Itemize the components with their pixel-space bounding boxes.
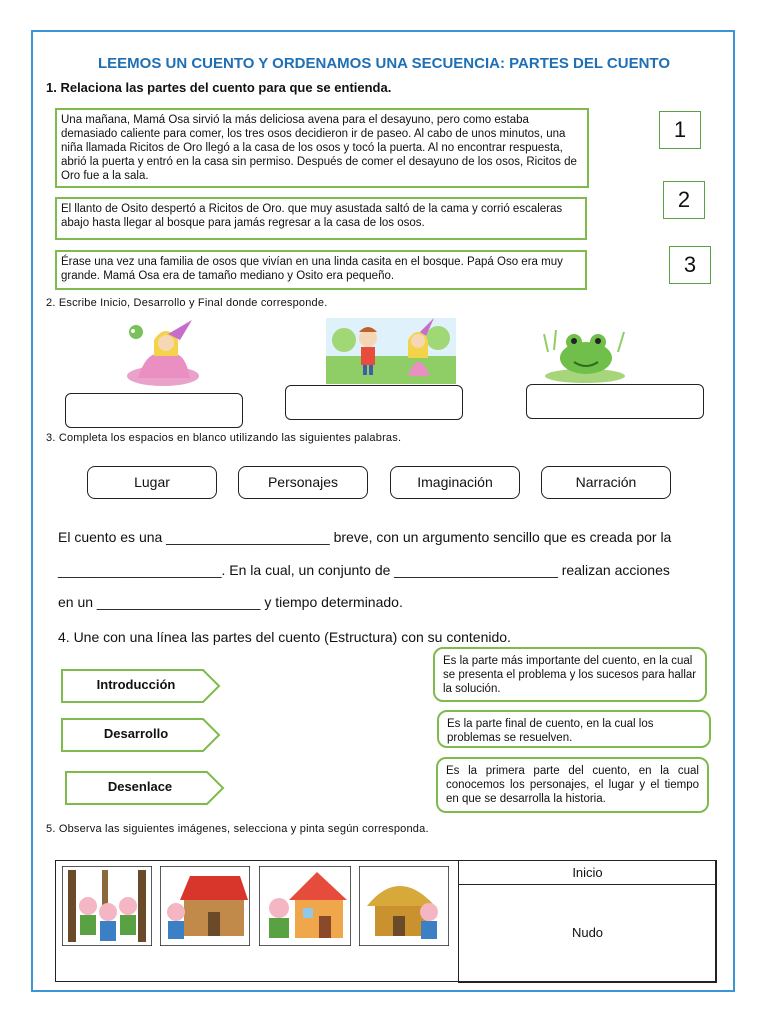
- story-paragraph-2: [55, 197, 587, 240]
- fill-sentence-line-1: El cuento es una _____________________ breve, con un argumento sencillo que es creada por la: [58, 529, 672, 545]
- word-lugar: Lugar: [87, 466, 217, 499]
- number-box-1: 1: [659, 111, 701, 149]
- answer-box-3[interactable]: [526, 384, 704, 419]
- number-box-2: 2: [663, 181, 705, 219]
- word-narracion: Narración: [541, 466, 671, 499]
- fill-sentence-line-3: en un _____________________ y tiempo determinado.: [58, 594, 403, 610]
- description-box-2: [437, 710, 711, 748]
- description-text-3: Es la primera parte del cuento, en la cual conocemos los personajes, el lugar y el tiempo en que se desarrolla la historia.: [446, 765, 699, 805]
- part-desarrollo-label: Desarrollo: [103, 726, 169, 741]
- table-cell-nudo: Nudo: [458, 884, 717, 983]
- description-box-1: [433, 647, 707, 702]
- story-paragraph-3: [55, 250, 587, 290]
- question-4-heading: 4. Une con una línea las partes del cuento (Estructura) con su contenido.: [58, 629, 511, 645]
- part-desenlace-label: Desenlace: [107, 779, 173, 794]
- images-table: [55, 860, 716, 982]
- description-text-1: Es la parte más importante del cuento, en la cual se presenta el problema y los sucesos para hallar la solución.: [443, 655, 697, 695]
- question-5-heading: 5. Observa las siguientes imágenes, selecciona y pinta según corresponda.: [46, 823, 429, 835]
- children-meadow-illustration: [326, 318, 456, 384]
- princess-illustration: [118, 316, 208, 388]
- story-text-3: Érase una vez una familia de osos que vivían en una linda casita en el bosque. Papá Oso era muy grande. Mamá Osa era de tamaño mediano y Osito era pequeño.: [61, 256, 563, 282]
- story-text-2: El llanto de Osito despertó a Ricitos de Oro. que muy asustada saltó de la cama y corrió escaleras abajo hasta llegar al bosque para jamás regresar a la casa de los osos.: [61, 203, 563, 229]
- part-introduccion: [61, 669, 221, 703]
- word-imaginacion: Imaginación: [390, 466, 520, 499]
- word-personajes: Personajes: [238, 466, 368, 499]
- pig-straw-house-image[interactable]: [359, 866, 449, 946]
- story-paragraph-1: [55, 108, 589, 188]
- description-box-3: [436, 757, 709, 813]
- answer-box-1[interactable]: [65, 393, 243, 428]
- part-desarrollo: [61, 718, 221, 752]
- frog-illustration: [540, 322, 630, 384]
- question-2-heading: 2. Escribe Inicio, Desarrollo y Final donde corresponde.: [46, 297, 328, 309]
- fill-sentence-line-2: _____________________. En la cual, un conjunto de _____________________ realizan acciones: [58, 562, 670, 578]
- question-3-heading: 3. Completa los espacios en blanco utilizando las siguientes palabras.: [46, 432, 402, 444]
- table-cell-inicio: Inicio: [458, 860, 717, 885]
- story-text-1: Una mañana, Mamá Osa sirvió la más deliciosa avena para el desayuno, pero como estaba demasiado caliente para comer, los tres osos decidieron ir de paseo. Al cabo de unos minutos, una niña llamada Ricitos de Oro llegó a la casa de los osos y tocó la puerta. Al no encontrar respuesta, abrió la puerta y entró en la casa sin permiso. Después de comer el desayuno de los osos, Ricitos de Oro fue a la sala.: [61, 114, 577, 182]
- page-title: LEEMOS UN CUENTO Y ORDENAMOS UNA SECUENCIA: PARTES DEL CUENTO: [97, 55, 670, 72]
- question-1-heading: 1. Relaciona las partes del cuento para que se entienda.: [46, 80, 392, 95]
- number-box-3: 3: [669, 246, 711, 284]
- pig-wooden-house-image[interactable]: [160, 866, 250, 946]
- pigs-in-forest-image[interactable]: [62, 866, 152, 946]
- part-desenlace: [65, 771, 225, 805]
- answer-box-2[interactable]: [285, 385, 463, 420]
- part-introduccion-label: Introducción: [96, 677, 176, 692]
- pig-brick-house-image[interactable]: [259, 866, 351, 946]
- description-text-2: Es la parte final de cuento, en la cual los problemas se resuelven.: [447, 718, 654, 744]
